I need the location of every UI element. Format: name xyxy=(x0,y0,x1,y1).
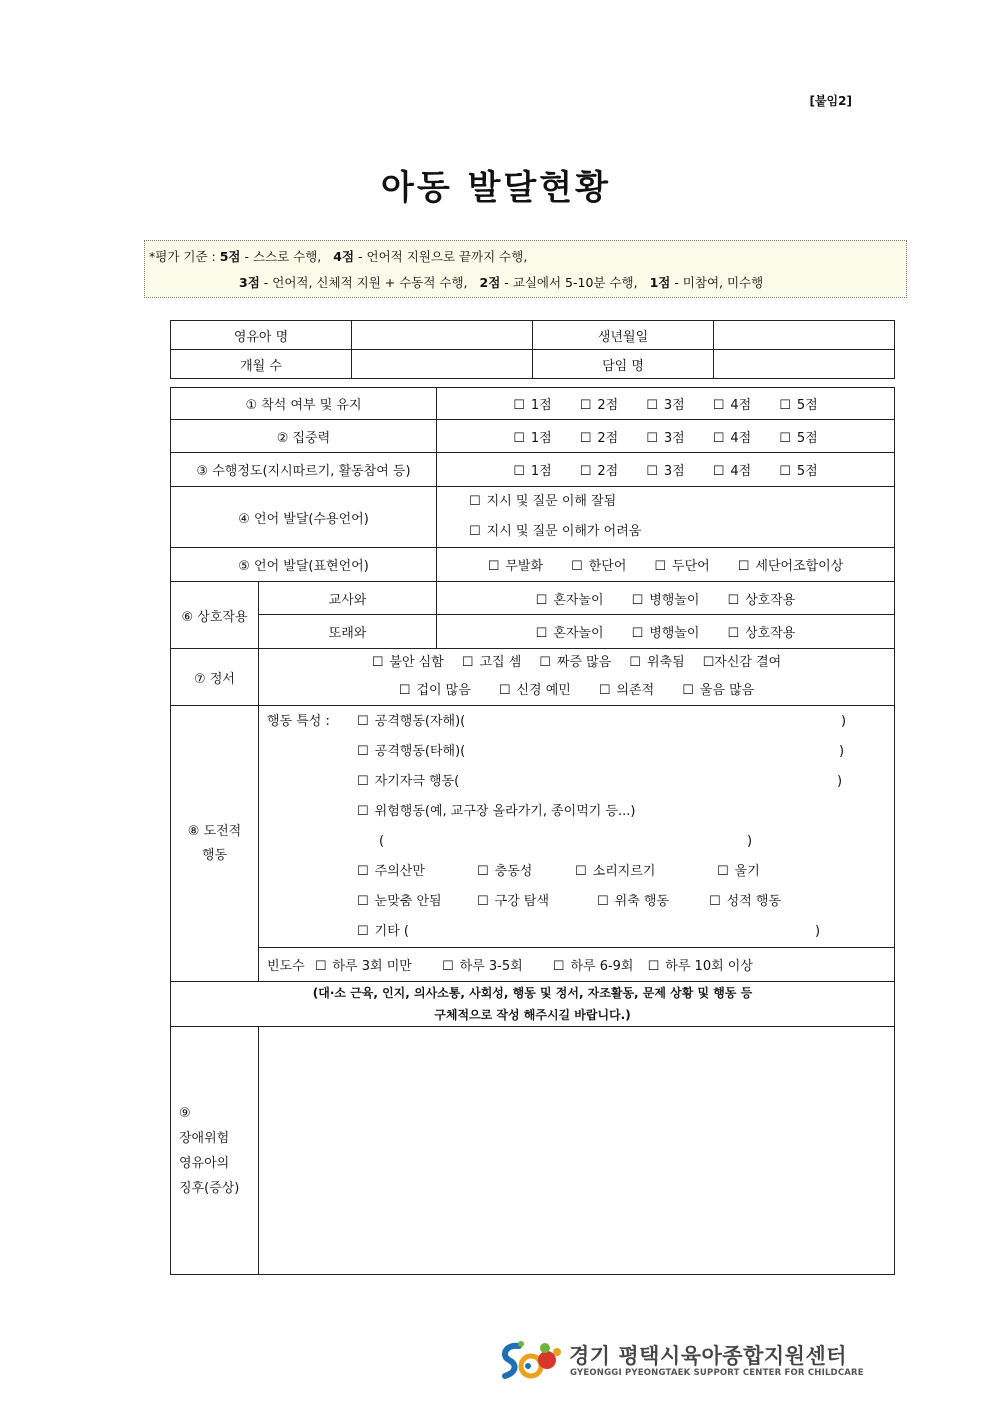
checkbox-icon: ☐ xyxy=(539,655,551,670)
behavior-option[interactable]: ☐ 주의산만 xyxy=(357,864,425,879)
sitting-scores xyxy=(437,388,895,420)
behavior-option[interactable]: ☐ 소리지르기 xyxy=(575,864,656,879)
interaction-option[interactable]: ☐ 병행놀이 xyxy=(631,592,700,608)
checkbox-icon: ☐ xyxy=(646,430,658,446)
checkbox-icon: ☐ xyxy=(357,924,369,939)
expressive-language-options xyxy=(437,548,895,582)
behavior-traits: 행동 특성 : ☐ 공격행동(자해)( ) ☐ 공격행동(타해)( ) ☐ 자기자극 행동( ) ☐ 위험행동(예, 교구장 올라가기, 종이먹기 등...) ( ) ☐ 주의산만 ☐ 충동성 ☐ 소리지르기 ☐ 울기 ☐ 눈맞춤 안됨 ☐ 구강 탐색 ☐ 위축 행동 ☐ 성적 행동 ☐ 기타 ( ) xyxy=(259,706,895,948)
checkbox-icon: ☐ xyxy=(646,464,658,479)
teacher-label: 담임 명 xyxy=(533,350,714,379)
score-option[interactable]: ☐ 3점 xyxy=(646,430,685,446)
frequency-option[interactable]: ☐ 하루 10회 이상 xyxy=(647,959,753,974)
frequency-option[interactable]: ☐ 하루 3-5회 xyxy=(441,959,523,974)
checkbox-icon: ☐ xyxy=(779,430,791,446)
checkbox-icon: ☐ xyxy=(682,683,694,698)
behavior-option[interactable]: ☐ 공격행동(자해)( xyxy=(357,714,466,729)
checkbox-icon: ☐ xyxy=(441,959,454,974)
expressive-language-label: ⑤ 언어 발달(표현언어) xyxy=(171,548,437,582)
behavior-option[interactable]: ☐ 위축 행동 xyxy=(597,894,670,909)
checkbox-icon: ☐ xyxy=(779,398,791,413)
evaluation-criteria xyxy=(144,240,907,298)
checkbox-icon: ☐ xyxy=(579,398,592,413)
checkbox-icon: ☐ xyxy=(737,559,750,574)
criteria-prefix: *평가 기준 : xyxy=(149,249,216,264)
score-option[interactable]: ☐ 4점 xyxy=(712,398,752,413)
emotion-option[interactable]: ☐ 불안 심함 xyxy=(371,655,444,670)
checkbox-icon: ☐ xyxy=(552,959,565,974)
score-4-text: - 언어적 지원으로 끝까지 수행, xyxy=(358,249,528,264)
center-logo-icon xyxy=(495,1338,563,1382)
frequency-label: 빈도수 xyxy=(267,959,305,974)
checkbox-icon: ☐ xyxy=(575,864,587,879)
attachment-label: [붙임2] xyxy=(809,94,852,108)
child-name-label: 영유아 명 xyxy=(171,321,352,350)
months-field[interactable] xyxy=(352,350,533,379)
emotion-option[interactable]: ☐ 위축됨 xyxy=(629,655,685,670)
checkbox-icon: ☐ xyxy=(513,430,525,446)
checkbox-icon: ☐ xyxy=(498,683,511,698)
months-label: 개월 수 xyxy=(171,350,352,379)
emotion-option[interactable]: ☐ 짜증 많음 xyxy=(539,655,612,670)
score-option[interactable]: ☐ 3점 xyxy=(646,464,685,479)
receptive-language-options xyxy=(437,487,895,548)
score-3-label: 3점 xyxy=(239,275,260,290)
checkbox-icon: ☐ xyxy=(631,626,644,641)
checkbox-icon: ☐ xyxy=(513,464,525,479)
checkbox-icon: ☐ xyxy=(314,959,327,974)
checkbox-icon: ☐ xyxy=(371,655,384,670)
behavior-option[interactable]: ☐ 충동성 xyxy=(477,864,533,879)
risk-signs-label: ⑨ 장애위험 영유아의 징후(증상) xyxy=(171,1027,259,1275)
score-option[interactable]: ☐ 2점 xyxy=(579,430,619,446)
child-name-field[interactable] xyxy=(352,321,533,350)
emotion-option[interactable]: ☐자신감 결여 xyxy=(702,655,782,670)
behavior-option[interactable]: ☐ 위험행동(예, 교구장 올라가기, 종이먹기 등...) xyxy=(357,804,636,819)
checkbox-icon: ☐ xyxy=(717,864,729,879)
score-5-label: 5점 xyxy=(219,249,241,264)
score-1-label: 1점 xyxy=(649,275,671,290)
checkbox-icon: ☐ xyxy=(487,559,500,574)
frequency-option[interactable]: ☐ 하루 6-9회 xyxy=(552,959,634,974)
checkbox-icon: ☐ xyxy=(779,464,791,479)
page-title: 아동 발달현황 xyxy=(381,168,611,208)
checkbox-icon: ☐ xyxy=(647,959,660,974)
interaction-option[interactable]: ☐ 상호작용 xyxy=(727,626,796,641)
score-option[interactable]: ☐ 5점 xyxy=(779,430,818,446)
emotion-option[interactable]: ☐ 의존적 xyxy=(598,683,655,698)
behavior-option[interactable]: ☐ 울기 xyxy=(717,864,760,879)
emotion-option[interactable]: ☐ 겁이 많음 xyxy=(398,683,471,698)
teacher-field[interactable] xyxy=(714,350,895,379)
center-name-english: GYEONGGI PYEONGTAEK SUPPORT CENTER FOR CHILDCARE xyxy=(570,1368,864,1378)
teacher-interaction-options xyxy=(437,582,895,615)
interaction-option[interactable]: ☐ 상호작용 xyxy=(727,592,796,608)
score-option[interactable]: ☐ 5점 xyxy=(779,464,818,479)
focus-label: ② 집중력 xyxy=(171,420,437,453)
risk-signs-field[interactable] xyxy=(259,1027,895,1275)
checkbox-icon: ☐ xyxy=(712,398,725,413)
checkbox-icon: ☐ xyxy=(477,864,489,879)
score-option[interactable]: ☐ 4점 xyxy=(712,430,752,446)
behavior-option[interactable]: ☐ 자기자극 행동( xyxy=(357,774,460,789)
checkbox-icon: ☐ xyxy=(654,559,667,574)
checkbox-icon: ☐ xyxy=(513,398,525,413)
expressive-option[interactable]: ☐ 두단어 xyxy=(654,559,710,574)
score-5-text: - 스스로 수행, xyxy=(244,249,322,264)
checkbox-icon: ☐ xyxy=(357,714,369,729)
score-4-label: 4점 xyxy=(333,249,355,264)
checkbox-icon: ☐ xyxy=(727,626,740,641)
score-option[interactable]: ☐ 3점 xyxy=(646,398,685,413)
checkbox-icon: ☐ xyxy=(357,804,369,819)
emotion-option[interactable]: ☐ 신경 예민 xyxy=(498,683,571,698)
score-option[interactable]: ☐ 1점 xyxy=(513,464,552,479)
checkbox-icon: ☐ xyxy=(598,683,611,698)
checkbox-icon: ☐ xyxy=(469,494,481,509)
checkbox-icon: ☐ xyxy=(712,464,725,479)
emotion-option[interactable]: ☐ 울음 많음 xyxy=(682,683,755,698)
center-name-korean: 경기 평택시육아종합지원센터 xyxy=(569,1344,848,1368)
expressive-option[interactable]: ☐ 세단어조합이상 xyxy=(737,559,844,574)
center-logo xyxy=(495,1338,864,1388)
checkbox-icon: ☐ xyxy=(469,524,481,539)
score-option[interactable]: ☐ 2점 xyxy=(579,398,619,413)
score-option[interactable]: ☐ 2점 xyxy=(579,464,619,479)
checkbox-icon: ☐ xyxy=(357,894,369,909)
interaction-option[interactable]: ☐ 병행놀이 xyxy=(631,626,700,641)
checkbox-icon: ☐ xyxy=(579,430,592,446)
checkbox-icon: ☐ xyxy=(357,774,369,789)
behavior-traits-label: 행동 특성 : xyxy=(267,714,330,729)
writing-instructions: (대·소 근육, 인지, 의사소통, 사회성, 행동 및 정서, 자조활동, 문제 상황 및 행동 등 구체적으로 작성 해주시길 바랍니다.) xyxy=(171,982,895,1027)
checkbox-icon: ☐ xyxy=(597,894,609,909)
checkbox-icon: ☐ xyxy=(477,894,489,909)
expressive-option[interactable]: ☐ 한단어 xyxy=(571,559,627,574)
score-3-text: - 언어적, 신체적 지원 + 수동적 수행, xyxy=(263,275,468,290)
birth-date-field[interactable] xyxy=(714,321,895,350)
behavior-option[interactable]: ☐ 성적 행동 xyxy=(709,894,782,909)
score-option[interactable]: ☐ 4점 xyxy=(712,464,752,479)
checkbox-icon: ☐ xyxy=(579,464,592,479)
performance-scores xyxy=(437,453,895,487)
checkbox-icon: ☐ xyxy=(702,655,715,670)
sitting-label: ① 착석 여부 및 유지 xyxy=(171,388,437,420)
checkbox-icon: ☐ xyxy=(535,626,548,641)
checkbox-icon: ☐ xyxy=(571,559,583,574)
checkbox-icon: ☐ xyxy=(535,592,548,608)
with-peers-label: 또래와 xyxy=(259,615,437,649)
score-2-label: 2점 xyxy=(479,275,501,290)
behavior-option[interactable]: ☐ 공격행동(타해)( xyxy=(357,744,466,759)
checkbox-icon: ☐ xyxy=(357,744,369,759)
expressive-option[interactable]: ☐ 무발화 xyxy=(487,559,544,574)
checkbox-icon: ☐ xyxy=(709,894,721,909)
interaction-option[interactable]: ☐ 혼자놀이 xyxy=(535,592,604,608)
behavior-option[interactable]: ☐ 구강 탐색 xyxy=(477,894,550,909)
score-2-text: - 교실에서 5-10분 수행, xyxy=(504,275,638,290)
score-option[interactable]: ☐ 1점 xyxy=(513,398,552,413)
emotion-option[interactable]: ☐ 고집 셈 xyxy=(461,655,522,670)
score-option[interactable]: ☐ 5점 xyxy=(779,398,818,413)
birth-date-label: 생년월일 xyxy=(533,321,714,350)
frequency-option[interactable]: ☐ 하루 3회 미만 xyxy=(314,959,412,974)
receptive-option[interactable]: ☐ 지시 및 질문 이해가 어려움 xyxy=(469,524,642,539)
interaction-option[interactable]: ☐ 혼자놀이 xyxy=(535,626,604,641)
with-teacher-label: 교사와 xyxy=(259,582,437,615)
challenging-behavior-label: ⑧ 도전적 행동 xyxy=(171,706,259,982)
behavior-option[interactable]: ☐ 눈맞춤 안됨 xyxy=(357,894,442,909)
development-form xyxy=(170,320,895,1275)
receptive-option[interactable]: ☐ 지시 및 질문 이해 잘됨 xyxy=(469,494,617,509)
focus-scores xyxy=(437,420,895,453)
emotion-label: ⑦ 정서 xyxy=(171,649,259,706)
receptive-language-label: ④ 언어 발달(수용언어) xyxy=(171,487,437,548)
checkbox-icon: ☐ xyxy=(357,864,369,879)
behavior-option[interactable]: ☐ 기타 ( xyxy=(357,924,409,939)
checkbox-icon: ☐ xyxy=(646,398,658,413)
peer-interaction-options xyxy=(437,615,895,649)
score-1-text: - 미참여, 미수행 xyxy=(674,275,764,290)
interaction-label: ⑥ 상호작용 xyxy=(171,582,259,649)
score-option[interactable]: ☐ 1점 xyxy=(513,430,552,446)
checkbox-icon: ☐ xyxy=(631,592,644,608)
checkbox-icon: ☐ xyxy=(629,655,641,670)
emotion-options xyxy=(259,649,895,706)
performance-label: ③ 수행정도(지시따르기, 활동참여 등) xyxy=(171,453,437,487)
checkbox-icon: ☐ xyxy=(727,592,740,608)
frequency-row xyxy=(259,948,895,982)
checkbox-icon: ☐ xyxy=(398,683,411,698)
checkbox-icon: ☐ xyxy=(712,430,725,446)
checkbox-icon: ☐ xyxy=(461,655,474,670)
